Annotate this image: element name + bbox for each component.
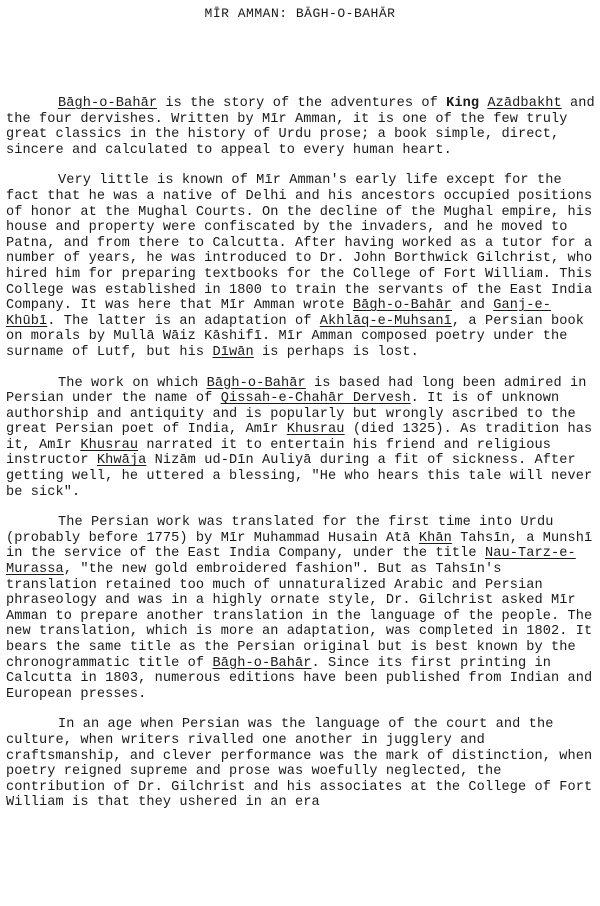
text-run: , "the new gold embroidered fashion". But as Tahsīn's translation retained too much of unnaturalized Arabic and Persian phraseology and was in a highly ornate style, Dr. Gilchrist asked Mīr Amman to prepare another translation in the language of the people. The new translation, which is more an adaptation, was completed in 1802. It bears the same title as the Persian original but is best known by the chronogrammatic title of <box>6 562 593 671</box>
underlined-title: Khusrau <box>80 437 139 453</box>
underlined-title: Khān <box>418 530 452 546</box>
text-run: The Persian work was translated for the first time into Urdu (probably before 1775) by Mīr Muhammad Husain Atā <box>6 515 554 546</box>
text-run: Nizām ud-Dīn Auliyā during a fit of sickness. After getting well, he uttered a blessing, "He who hears this tale will never be sick". <box>6 453 593 500</box>
text-run: Tahsīn, a Munshī in the service of the East India Company, under the title <box>6 530 593 562</box>
text-run: Very little is known of Mīr Amman's early life except for the fact that he was a native of Delhi and his ancestors occupied positions of honor at the Mughal Courts. On the decline of the Mughal empire, his house and property were confiscated by the invaders, and he moved to Patna, and from there to Calcutta. After having worked as a tutor for a number of years, he was introduced to Dr. John Borthwick Gilchrist, who hired him for preparing textbooks for the College of Fort William. This College was established in 1800 to train the servants of the East India Company. It was here that Mīr Amman wrote <box>6 173 593 314</box>
underlined-title: Azādbakht <box>487 96 562 111</box>
underlined-title: Dīwān <box>212 344 254 360</box>
text-run: . The latter is an adaptation of <box>47 313 320 329</box>
underlined-title: Khwāja <box>96 453 147 469</box>
text-run: In an age when Persian was the language of the court and the culture, when writers rivalled one another in jugglery and craftsmanship, and clever performance was the mark of distinction, when poetry reigned supreme and prose was woefully neglected, the contribution of Dr. Gilchrist and his associates at the College of Fort William is that they ushered in an era <box>6 717 593 811</box>
underlined-title: Nau-Tarz-e-Murassa <box>6 546 576 578</box>
underlined-title: Ganj-e-Khūbī <box>6 298 552 329</box>
paragraph <box>6 717 598 811</box>
underlined-title: Bāgh-o-Bahār <box>206 375 306 391</box>
text-run: . It is of unknown authorship and antiquity and is popularly but wrongly ascribed to the great Persian poet of India, Amīr <box>6 391 576 438</box>
underlined-title: Khusrau <box>286 422 345 438</box>
text-run: narrated it to entertain his friend and religious instructor <box>6 437 552 469</box>
paragraph <box>6 173 598 360</box>
underlined-title: Bāgh-o-Bahār <box>352 298 452 314</box>
bold-text: King <box>446 96 480 111</box>
underlined-title: Bāgh-o-Bahār <box>212 655 312 671</box>
running-header: MĪR AMMAN: BĀGH-O-BAHĀR <box>204 6 396 21</box>
underlined-title: Qissah-e-Chahār Dervesh <box>220 391 411 407</box>
paragraph <box>6 515 598 702</box>
underlined-title: Bāgh-o-Bahār <box>58 96 158 111</box>
text-run: is the story of the adventures of <box>157 96 447 111</box>
paragraph <box>6 96 598 158</box>
paragraph <box>6 376 598 501</box>
text-run: . Since its first printing in Calcutta in 1803, numerous editions have been published from Indian and European presses. <box>6 655 593 702</box>
text-run: and the four dervishes. Written by Mīr Amman, it is one of the few truly great classics in the history of Urdu prose; a book simple, direct, sincere and calculated to appeal to every human heart. <box>6 96 595 158</box>
text-run: and <box>451 298 494 314</box>
text-run: (died 1325). As tradition has it, Amīr <box>6 422 593 453</box>
underlined-title: Akhlāq-e-Muhsanī <box>319 313 452 329</box>
document-body <box>6 96 598 826</box>
text-run: is perhaps is lost. <box>253 344 419 360</box>
text-run: , a Persian book on morals by Mullā Wāiz Kāshifī. Mīr Amman composed poetry under the surname of Lutf, but his <box>6 313 585 360</box>
text-run: The work on which <box>58 375 207 391</box>
text-run: is based had long been admired in Persian under the name of <box>6 375 587 407</box>
